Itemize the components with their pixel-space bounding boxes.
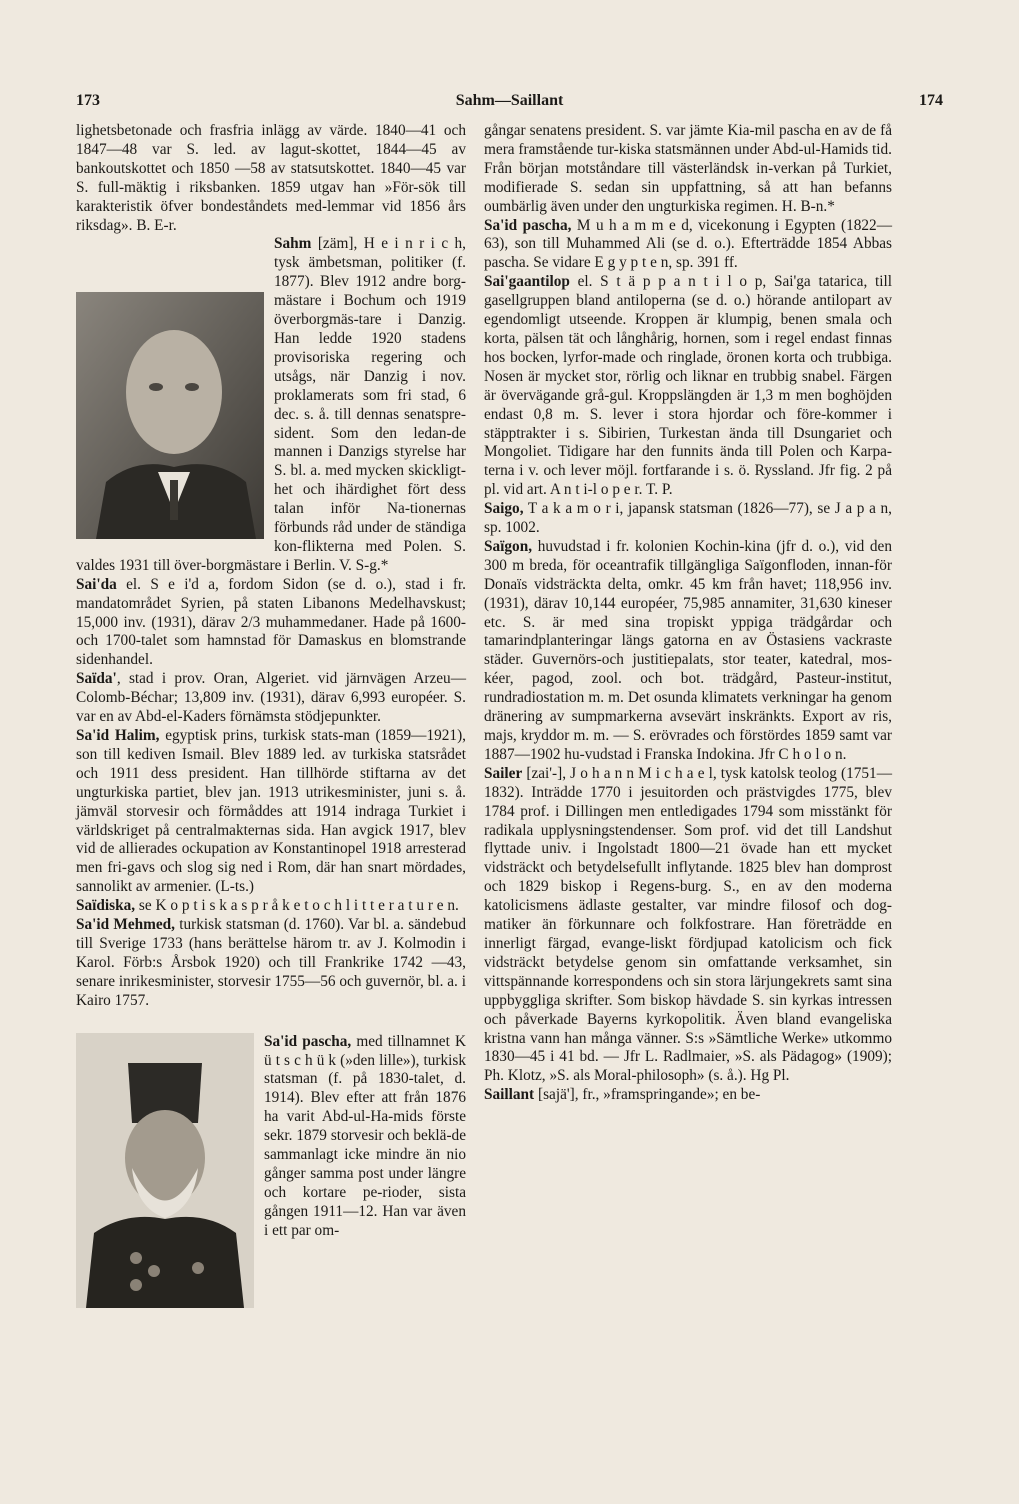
left-column — [76, 122, 466, 1310]
entry-saigon — [484, 538, 892, 765]
headword: Sa'id pascha, — [484, 216, 572, 234]
entry-text: egyptisk prins, turkisk stats-man (1859—1921), son till kediven Ismail. Blev 1889 led. av turkiska statsrådet och 1911 dess president. Han tillhörde stiftarna av det ungturkiska partiet, blev jan. 1913 utrikesminister, juni s. å. jämväl storvesir och förmåddes att 1914 indraga Turkiet i världskriget på centralmakternas sida. Han avgick 1917, blev vid de allierades ockupation av Konstantinopel 1918 arresterad men fri-gavs och slog sig ned i Rom, där han snart mördades, sannolikt av armenier. (L-ts.) — [76, 727, 466, 896]
headword: Saïgon, — [484, 537, 533, 555]
entry-saida — [76, 576, 466, 671]
paragraph: gångar senatens president. S. var jämte Kia-mil pascha en av de få mera framstående tur-kiska statsmännen under Abd-ul-Hamids tid. Från början motståndare till västerländsk in-verkan på Turkiet, modifierade S. sedan sin uppfattning, så att han befanns oumbärlig även under den ungturkiska regimen. H. B-n.* — [484, 122, 892, 215]
entry-said-halim — [76, 727, 466, 897]
headword: Sai'gaantilop — [484, 273, 570, 291]
entry-saigo — [484, 500, 892, 538]
entry-text: [zäm], H e i n r i c h, tysk ämbetsman, politiker (f. 1877). Blev 1912 andre borg-mästare i Bochum och 1919 överborgmäs-tare i Danzig. Han ledde 1920 stadens provisoriska regering och utsågs, när Danzig i nov. proklamerats som fri stad, 6 dec. s. å. till dennas senatspre-sident. Som den ledan-de mannen i Danzigs styrelse har S. bl. a. med mycken skickligt-het och ihärdighet fört dess talan inför Na-tionernas förbunds råd under de ständiga kon-flikterna med Polen. S. valdes 1931 till över-borgmästare i Berlin. V. S-g.* — [76, 235, 466, 574]
page-number-left: 173 — [76, 92, 100, 109]
paragraph: lighetsbetonade och frasfria inlägg av värde. 1840—41 och 1847—48 var S. led. av lagut-skottet, 1844—45 av bankoutskottet och 1850 —58 av statsutskottet. 1840—45 var S. full-mäktig i riksbanken. 1859 utgav han »För-sök till karakteristik öfver bondeståndets med-lemmar vid 1856 års riksdag». B. E-r. — [76, 122, 466, 234]
entry-text: el. S e i'd a, fordom Sidon (se d. o.), stad i fr. mandatområdet Syrien, på staten Libanons Medelhavskust; 15,000 inv. (1931), därav 2/3 muhammedaner. Hade på 1600- och 1700-talet som hamnstad för Damaskus en blomstrande sidenhandel. — [76, 575, 466, 669]
headword: Sa'id pascha, — [264, 1032, 352, 1050]
portrait-photo-said-pascha — [76, 1033, 254, 1308]
entry-sailer — [484, 765, 892, 1086]
entry-text: T a k a m o r i, japansk statsman (1826—77), se J a p a n, sp. 1002. — [484, 500, 892, 537]
headword: Saïdiska, — [76, 897, 136, 915]
headword: Sa'id Halim, — [76, 727, 160, 744]
portrait-photo-sahm — [76, 292, 264, 539]
entry-text: [zai'-], J o h a n n M i c h a e l, tysk katolsk teolog (1751—1832). Inträdde 1770 i jesuitorden och prästvigdes 1775, blev 1784 prof. i Dillingen men entledigades 1794 som misstänkt för radikala upplysningstendenser. Som prof. vid det till Landshut flyttade univ. i Ingolstadt 1800—21 övade han ett mycket vidsträckt och betydelsefullt inflytande. 1825 blev han domprost och 1829 biskop i Regens-burg. S., en av den moderna katolicismens ädlaste gestalter, var mindre filosof och dog-matiker än förkunnare och folkfostrare. Han företrädde en innerligt färgad, evange-liskt fördjupad katolicism och fick vidsträckt betydelse genom sin omfattande verksamhet, sin vittspännande korrespondens och sin stora lärjungekrets samt sina uppbyggliga skrifter. Som biskop hävdade S. sin kyrkas intressen och påverkade Bayerns kyrkopolitik. Även bland evangeliska kristna vann han många vänner. S:s »Sämtliche Werke» utkommo 1830—45 i 41 bd. — Jfr L. Radlmaier, »S. als Pädagog» (1909); Ph. Klotz, »S. als Moral-philosoph» (s. å.). Hg Pl. — [484, 764, 892, 1085]
entry-text: med tillnamnet K ü t s c h ü k (»den lille»), turkisk statsman (f. på 1830-talet, d. 1914). Blev efter att från 1876 ha varit Abd-ul-Ha-mids förste sekr. 1879 storvesir och beklä-de sammanlagt icke mindre än nio gånger samma post under längre och kortare pe-rioder, sista gången 1911—12. Han var även i ett par om- — [264, 1032, 466, 1239]
entry-said-mehmed — [76, 916, 466, 1011]
page-number-right: 174 — [919, 92, 943, 109]
headword: Sa'id Mehmed, — [76, 916, 175, 934]
headword: Saillant — [484, 1086, 535, 1104]
entry-saillant — [484, 1086, 892, 1105]
entry-text: [sajä'], fr., »framspringande»; en be- — [534, 1086, 761, 1104]
entry-text: el. S t ä p p a n t i l o p, Sai'ga tatarica, till gasellgruppen bland antiloperna (se d. o.) hörande antilopart av egendomligt utseende. Kroppen är klumpig, benen smala och korta, pälsen tät och långhårig, hornen, som i regel endast finnas hos bocken, lyrfor-made och ringlade, öronen korta och trubbiga. Nosen är mycket stor, rörlig och liknar en trubbig snabel. Färgen är övervägande grå-gul. Kroppslängden är 1,3 m men boghöjden endast 0,8 m. S. lever i stora hjordar och före-kommer i stäpptrakter i s. Sibirien, Turkestan ända till Dsungariet och Mongoliet. Tidigare har den funnits ända till Polen och Karpa-terna i v. och lever möjl. fortfarande i s. ö. Ryssland. Jfr fig. 2 på pl. vid art. A n t i-l o p e r. T. P. — [484, 273, 892, 499]
running-title: Sahm—Saillant — [455, 92, 564, 109]
entry-text: , stad i prov. Oran, Algeriet. vid järnvägen Arzeu—Colomb-Béchar; 13,809 inv. (1931), därav 6,993 européer. S. var en av Abd-el-Kaders förnämsta stödjepunkter. — [76, 670, 466, 726]
headword: Saïda' — [76, 670, 117, 688]
entry-saidiska — [76, 897, 466, 916]
entry-said-pascha-muhammed — [484, 217, 892, 274]
headword: Sahm — [274, 235, 312, 253]
right-column — [484, 122, 892, 1105]
entry-text: M u h a m m e d, vicekonung i Egypten (1822—63), son till Muhammed Ali (se d. o.). Efterträdde 1854 Abbas pascha. Se vidare E g y p t e n, sp. 391 ff. — [484, 216, 892, 272]
headword: Saigo, — [484, 500, 524, 518]
entry-saigaantilop — [484, 273, 892, 500]
headword: Sai'da — [76, 575, 117, 593]
entry-saida-algeria — [76, 670, 466, 727]
entry-text: se K o p t i s k a s p r å k e t o c h l i t t e r a t u r e n. — [135, 897, 459, 915]
entry-text: huvudstad i fr. kolonien Kochin-kina (jfr d. o.), vid den 300 m breda, för oceantrafik tillgängliga Saïgonfloden, innan-för Donaïs vidsträckta delta, omkr. 45 km från havet; 118,956 inv. (1931), därav 10,144 européer, 75,985 annamiter, 31,630 kineser etc. S. är med sina tropiskt yppiga trädgårdar och tamarindplanteringar längs gatorna en av Östasiens vackraste städer. Guvernörs-och justitiepalats, stor teater, katedral, mos-kéer, pagod, zool. och bot. trädgård, Pasteur-institut, rundradiostation m. m. Det osunda klimatets verkningar ha genom dränering av sumpmarkerna avsevärt inskränkts. Export av ris, majs, kryddor m. m. — S. erövrades och förstördes 1859 samt var 1887—1902 hu-vudstad i Franska Indokina. Jfr C h o l o n. — [484, 537, 892, 763]
page-header — [76, 92, 943, 114]
entry-text: turkisk statsman (d. 1760). Var bl. a. sändebud till Sverige 1733 (hans berättelse härom tr. av J. Kolmodin i Karol. Förb:s Årsbok 1920) och till Frankrike 1742 —43, senare inrikesminister, storvesir 1755—56 och guvernör, bl. a. i Kairo 1757. — [76, 916, 467, 1009]
headword: Sailer — [484, 764, 523, 782]
entry-sahm — [76, 235, 466, 575]
